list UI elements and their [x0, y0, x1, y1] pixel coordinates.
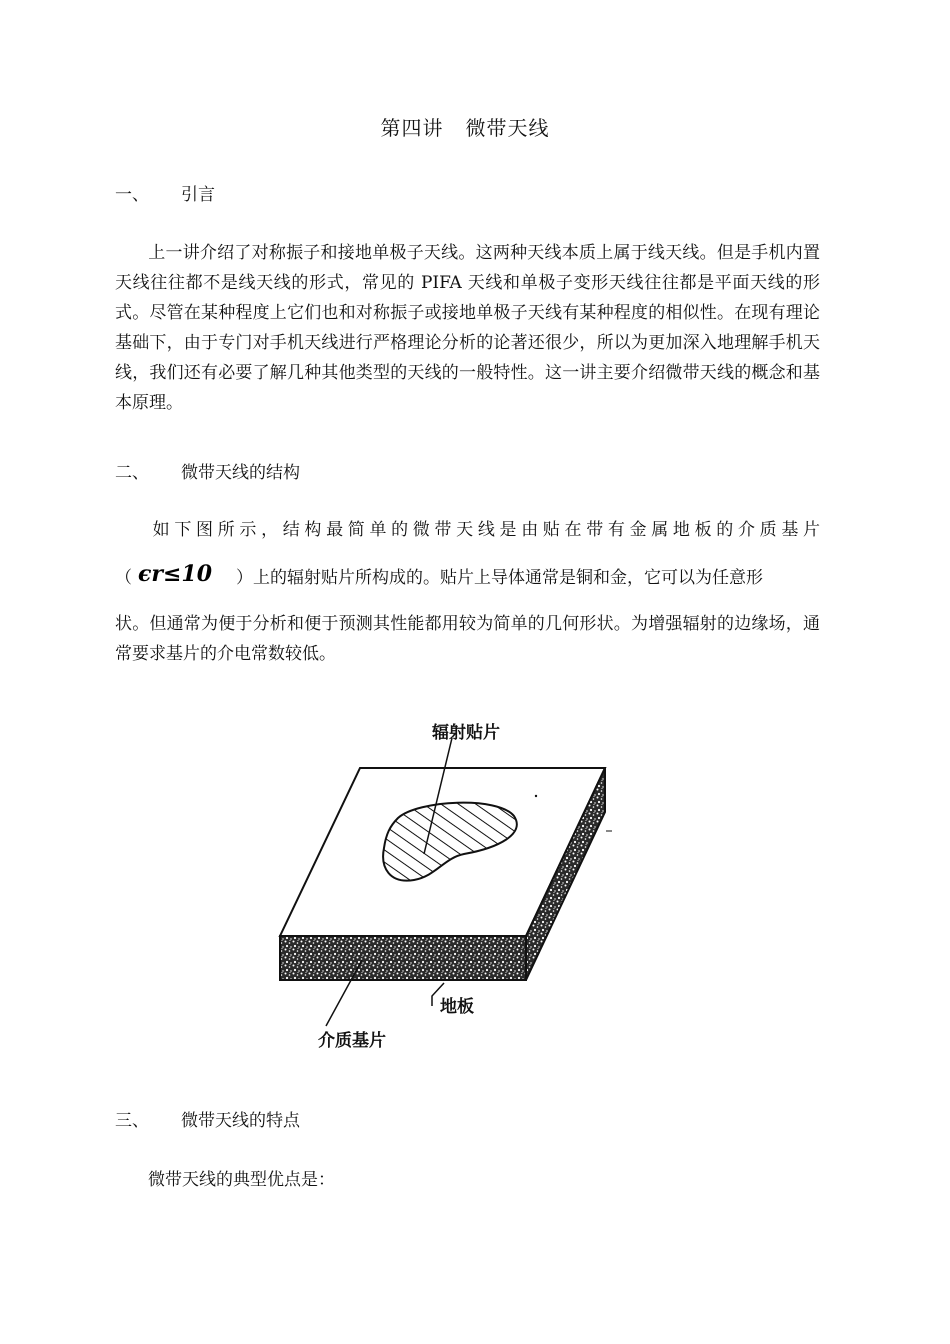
- label-radiating-patch: 辐射贴片: [432, 723, 500, 743]
- section-heading-2: [115, 458, 300, 483]
- section-heading-3: [115, 1106, 300, 1131]
- structure-paragraph-line2: （ ϵr≤10 ）上的辐射贴片所构成的。贴片上导体通常是铜和金，它可以为任意形: [115, 563, 763, 588]
- title-lecture: 第四讲: [380, 116, 444, 140]
- label-ground-plane: 地板: [440, 997, 474, 1017]
- title-topic: 微带天线: [465, 116, 550, 140]
- label-substrate: 介质基片: [318, 1031, 386, 1051]
- section-title: 引言: [181, 185, 215, 205]
- intro-paragraph: 上一讲介绍了对称振子和接地单极子天线。这两种天线本质上属于线天线。但是手机内置天线往往都不是线天线的形式，常见的 PIFA 天线和单极子变形天线往往都是平面天线的形式。尽管在某种程度上它们也和对称振子或接地单极子天线有某种程度的相似性。在现有理论基础下，由于专门对手机天线进行严格理论分析的论著还很少，所以为更加深入地理解手机天线，我们还有必要了解几种其他类型的天线的一般特性。这一讲主要介绍微带天线的概念和基本原理。: [115, 243, 820, 413]
- section-title: 微带天线的特点: [181, 1111, 300, 1131]
- features-paragraph: 微带天线的典型优点是：: [148, 1170, 335, 1190]
- page-title: [0, 112, 930, 141]
- section-number: 三、: [115, 1111, 149, 1131]
- structure-paragraph-rest: 状。但通常为便于分析和便于预测其性能都用较为简单的几何形状。为增强辐射的边缘场，通常要求基片的介电常数较低。: [115, 614, 820, 664]
- section-heading-1: [115, 180, 215, 205]
- section-title: 微带天线的结构: [181, 463, 300, 483]
- section-number: 一、: [115, 185, 149, 205]
- substrate-front-face: [280, 936, 526, 980]
- structure-paragraph-line1: 如下图所示，结构最简单的微带天线是由贴在带有金属地板的介质基片: [148, 520, 820, 540]
- epsilon-formula-image: [138, 563, 230, 587]
- section-number: 二、: [115, 463, 149, 483]
- microstrip-antenna-figure: [268, 708, 628, 1053]
- epsilon-formula-text: ϵr≤10: [138, 563, 213, 587]
